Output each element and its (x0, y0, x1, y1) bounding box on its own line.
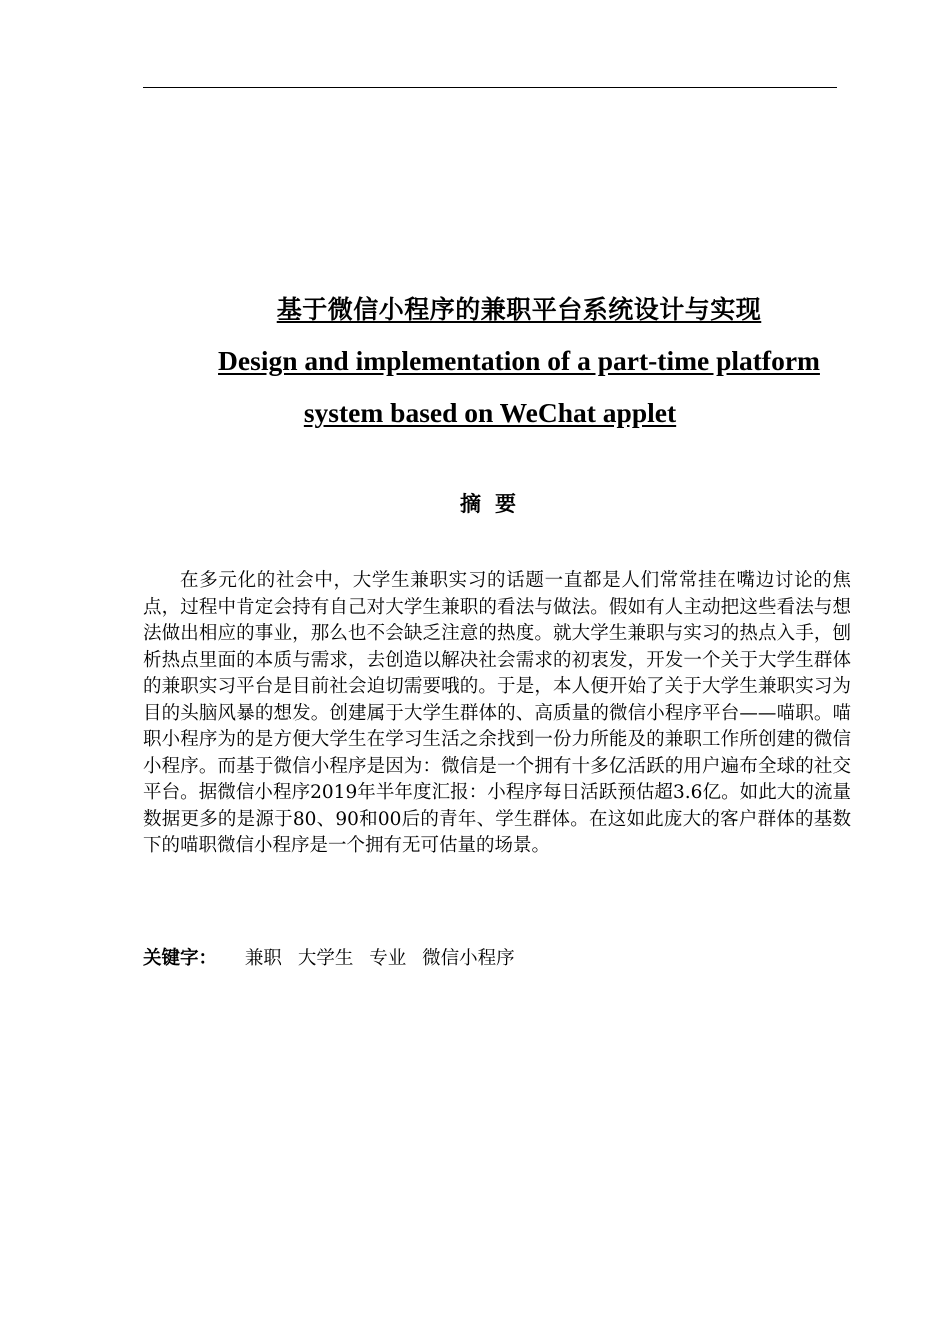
keyword-item: 微信小程序 (422, 948, 515, 969)
title-english-line-2: system based on WeChat applet (303, 397, 677, 428)
keywords-label: 关键字： (143, 948, 218, 969)
keyword-item: 专业 (369, 948, 407, 969)
abstract-heading: 摘要 (460, 492, 530, 516)
abstract-body: 在多元化的社会中，大学生兼职实习的话题一直都是人们常常挂在嘴边讨论的焦点，过程中肯定会持有自己对大学生兼职的看法与做法。假如有人主动把这些看法与想法做出相应的事业，那么也不会缺乏注意的热度。就大学生兼职与实习的热点入手，刨析热点里面的本质与需求，去创造以解决社会需求的初衷发，开发一个关于大学生群体的兼职实习平台是目前社会迫切需要哦的。于是，本人便开始了关于大学生兼职实习为目的头脑风暴的想发。创建属于大学生群体的、高质量的微信小程序平台——喵职。喵职小程序为的是方便大学生在学习生活之余找到一份力所能及的兼职工作所创建的微信小程序。而基于微信小程序是因为：微信是一个拥有十多亿活跃的用户遍布全球的社交平台。据微信小程序2019年半年度汇报：小程序每日活跃预估超3.6亿。如此大的流量数据更多的是源于80、90和00后的青年、学生群体。在这如此庞大的客户群体的基数下的喵职微信小程序是一个拥有无可估量的场景。 (143, 570, 851, 856)
keywords-line (143, 945, 837, 973)
keyword-item: 大学生 (297, 948, 354, 969)
header-rule (143, 87, 837, 88)
title-english-line-1: Design and implementation of a part-time platform (218, 345, 820, 376)
keyword-item: 兼职 (244, 948, 282, 969)
title-chinese: 基于微信小程序的兼职平台系统设计与实现 (276, 295, 762, 324)
